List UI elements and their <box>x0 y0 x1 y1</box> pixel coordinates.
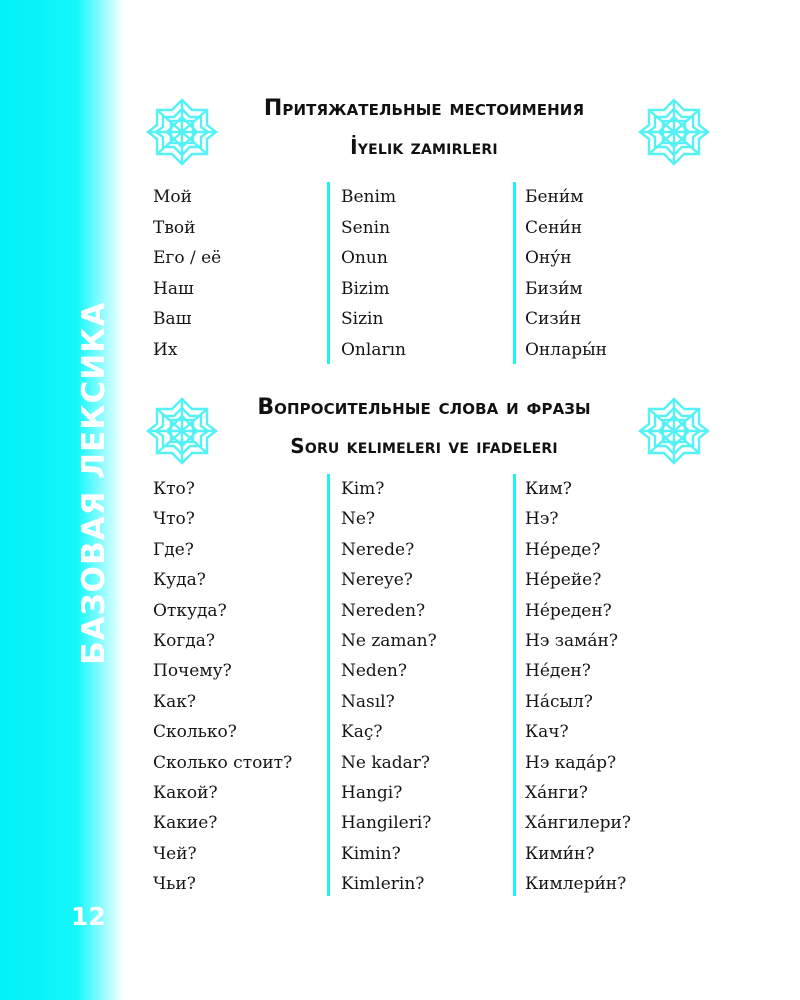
russian-word: Мой <box>153 187 192 207</box>
turkish-word: Benim <box>341 187 397 207</box>
transcription: Нэ зама́н? <box>525 630 618 651</box>
side-title: БАЗОВАЯ ЛЕКСИКА <box>76 301 112 665</box>
transcription: Кач? <box>525 722 569 743</box>
turkish-word: Hangi? <box>341 782 403 803</box>
russian-word: Какие? <box>153 813 218 834</box>
table-row <box>153 535 673 565</box>
turkish-word: Ne zaman? <box>341 630 437 651</box>
table-row <box>153 717 673 747</box>
russian-word: Как? <box>153 691 197 712</box>
transcription: Кимлери́н? <box>525 874 627 895</box>
table-row <box>153 474 673 504</box>
turkish-word: Ne? <box>341 509 376 530</box>
transcription: Ха́нги? <box>525 782 588 803</box>
turkish-word: Nereden? <box>341 600 426 621</box>
russian-word: Сколько стоит? <box>153 752 293 773</box>
transcription: Нэ? <box>525 509 559 530</box>
russian-word: Чьи? <box>153 874 196 895</box>
turkish-word: Nasıl? <box>341 691 395 712</box>
table-row <box>153 565 673 595</box>
table-row <box>153 839 673 869</box>
section-title-ru: Вопросительные слова и фразы <box>257 395 591 420</box>
turkish-word: Bizim <box>341 278 390 299</box>
turkish-word: Kimin? <box>341 843 401 864</box>
turkish-word: Onun <box>341 248 388 268</box>
russian-word: Какой? <box>153 782 218 803</box>
turkish-word: Nereye? <box>341 570 413 591</box>
geometric-star-ornament-icon <box>638 396 710 466</box>
table-row <box>153 274 673 305</box>
geometric-star-ornament-icon <box>638 97 710 167</box>
table-row <box>153 748 673 778</box>
russian-word: Что? <box>153 509 195 530</box>
transcription: На́сыл? <box>525 691 593 712</box>
russian-word: Наш <box>153 278 194 299</box>
table-row <box>153 808 673 838</box>
table-row <box>153 504 673 534</box>
table-row <box>153 778 673 808</box>
transcription: Бени́м <box>525 187 584 207</box>
transcription: Ким? <box>525 479 572 499</box>
section-title-ru: Притяжательные местоимения <box>263 96 585 121</box>
possessive-pronouns-table <box>153 182 673 365</box>
russian-word: Чей? <box>153 843 197 864</box>
question-words-header <box>138 394 708 464</box>
transcription: Не́рейе? <box>525 570 602 591</box>
transcription: Онлары́н <box>525 339 607 360</box>
russian-word: Его / её <box>153 248 222 268</box>
turkish-word: Senin <box>341 217 391 238</box>
section-title-tr: Soru kelimeleri ve ifadeleri <box>290 434 558 458</box>
russian-word: Когда? <box>153 630 216 651</box>
transcription: Бизи́м <box>525 278 583 299</box>
table-row <box>153 626 673 656</box>
transcription: Ха́нгилери? <box>525 813 631 834</box>
turkish-word: Kim? <box>341 479 385 499</box>
table-row <box>153 656 673 686</box>
table-row <box>153 869 673 899</box>
geometric-star-ornament-icon <box>146 97 218 167</box>
transcription: Ону́н <box>525 248 572 268</box>
russian-word: Почему? <box>153 661 232 682</box>
section-title-tr: İyelik zamirleri <box>350 135 498 159</box>
turkish-word: Ne kadar? <box>341 752 431 773</box>
turkish-word: Onların <box>341 339 406 360</box>
page-number: 12 <box>71 902 106 931</box>
table-row <box>153 687 673 717</box>
russian-word: Их <box>153 339 178 360</box>
turkish-word: Nerede? <box>341 539 415 560</box>
geometric-star-ornament-icon <box>146 396 218 466</box>
transcription: Не́реде? <box>525 539 601 560</box>
possessive-pronouns-header <box>138 95 708 165</box>
russian-word: Твой <box>153 217 196 238</box>
question-words-table <box>153 474 673 899</box>
transcription: Сени́н <box>525 217 583 238</box>
table-row <box>153 304 673 335</box>
table-row <box>153 243 673 274</box>
transcription: Сизи́н <box>525 309 582 329</box>
russian-word: Где? <box>153 539 194 560</box>
transcription: Кими́н? <box>525 843 595 864</box>
turkish-word: Kaç? <box>341 722 383 743</box>
turkish-word: Hangileri? <box>341 813 432 834</box>
russian-word: Ваш <box>153 309 192 329</box>
russian-word: Кто? <box>153 479 195 499</box>
table-row <box>153 335 673 366</box>
transcription: Не́ден? <box>525 661 591 682</box>
table-row <box>153 596 673 626</box>
table-row <box>153 182 673 213</box>
russian-word: Куда? <box>153 570 206 591</box>
turkish-word: Neden? <box>341 661 407 682</box>
turkish-word: Kimlerin? <box>341 874 425 895</box>
transcription: Нэ када́р? <box>525 752 617 773</box>
table-row <box>153 213 673 244</box>
turkish-word: Sizin <box>341 309 384 329</box>
russian-word: Откуда? <box>153 600 227 621</box>
transcription: Не́реден? <box>525 600 612 621</box>
russian-word: Сколько? <box>153 722 237 743</box>
